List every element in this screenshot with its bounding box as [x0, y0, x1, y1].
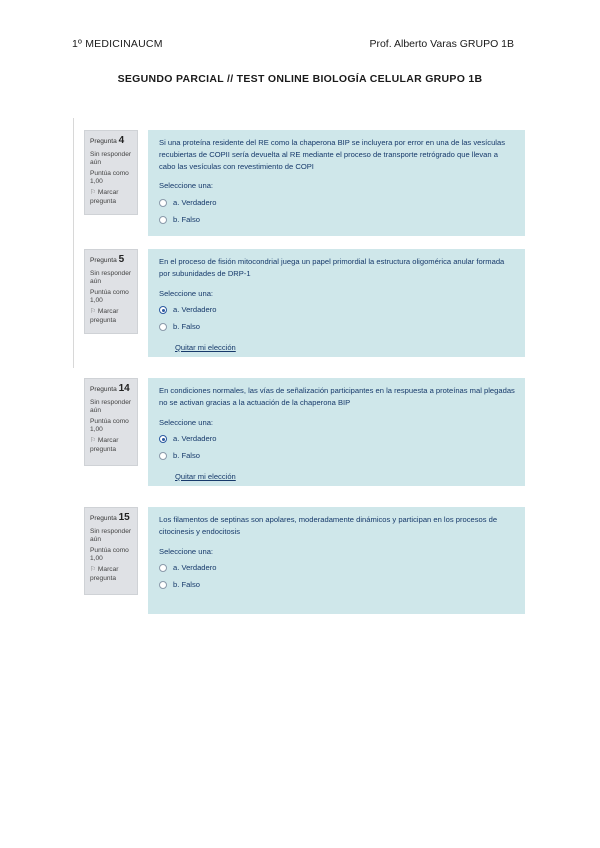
- option-verdadero[interactable]: a. Verdadero: [159, 197, 515, 209]
- question-content: [148, 130, 525, 236]
- header-course: 1º MEDICINAUCM: [72, 38, 163, 50]
- question-score: Puntúa como 1,00: [90, 169, 129, 186]
- question-content: [148, 249, 525, 357]
- question-number: 5: [118, 254, 125, 265]
- question-number: 4: [118, 135, 125, 146]
- answer-prompt: Seleccione una:: [159, 546, 214, 556]
- radio-button[interactable]: [159, 199, 167, 207]
- question-status: Sin responder aún: [90, 150, 132, 166]
- question-score: Puntúa como 1,00: [90, 546, 129, 563]
- clear-choice-link[interactable]: Quitar mi elección: [175, 471, 236, 481]
- question-status: Sin responder aún: [90, 398, 132, 414]
- question-number: 15: [118, 512, 130, 523]
- question-label: Pregunta: [90, 515, 117, 522]
- option-falso[interactable]: b. Falso: [159, 579, 515, 591]
- radio-button[interactable]: [159, 564, 167, 572]
- question-number: 14: [118, 383, 130, 394]
- question-info-panel: [84, 507, 138, 595]
- radio-button[interactable]: [159, 581, 167, 589]
- question-label: Pregunta: [90, 386, 117, 393]
- question-info-panel: [84, 130, 138, 215]
- answer-prompt: Seleccione una:: [159, 181, 214, 191]
- question-score: Puntúa como 1,00: [90, 288, 129, 305]
- question-status: Sin responder aún: [90, 527, 132, 543]
- radio-button-selected[interactable]: [159, 435, 167, 443]
- question-status: Sin responder aún: [90, 269, 132, 285]
- option-verdadero[interactable]: a. Verdadero: [159, 304, 515, 316]
- divider: [73, 118, 74, 368]
- radio-button[interactable]: [159, 216, 167, 224]
- question-content: [148, 378, 525, 486]
- option-verdadero[interactable]: a. Verdadero: [159, 562, 515, 574]
- flag-question-link[interactable]: ⚐ Marcar pregunta: [90, 566, 119, 582]
- question-text: En el proceso de fisión mitocondrial juega un papel primordial la estructura oligomérica anular formada por subunidades de DRP-1: [159, 257, 505, 278]
- option-falso[interactable]: b. Falso: [159, 214, 515, 226]
- flag-icon: ⚐: [90, 437, 96, 445]
- clear-choice-link[interactable]: Quitar mi elección: [175, 342, 236, 352]
- question-score: Puntúa como 1,00: [90, 417, 129, 434]
- flag-icon: ⚐: [90, 308, 96, 316]
- question-info-panel: [84, 378, 138, 466]
- flag-question-link[interactable]: ⚐ Marcar pregunta: [90, 308, 119, 324]
- flag-icon: ⚐: [90, 189, 96, 197]
- header-professor: Prof. Alberto Varas GRUPO 1B: [369, 38, 514, 50]
- answer-prompt: Seleccione una:: [159, 417, 214, 427]
- flag-icon: ⚐: [90, 566, 96, 574]
- flag-question-link[interactable]: ⚐ Marcar pregunta: [90, 437, 119, 453]
- flag-question-link[interactable]: ⚐ Marcar pregunta: [90, 189, 119, 205]
- radio-button[interactable]: [159, 452, 167, 460]
- page-title: SEGUNDO PARCIAL // TEST ONLINE BIOLOGÍA CELULAR GRUPO 1B: [117, 73, 483, 85]
- answer-prompt: Seleccione una:: [159, 288, 214, 298]
- option-verdadero[interactable]: a. Verdadero: [159, 433, 515, 445]
- question-label: Pregunta: [90, 257, 117, 264]
- question-content: [148, 507, 525, 614]
- option-falso[interactable]: b. Falso: [159, 450, 515, 462]
- radio-button[interactable]: [159, 323, 167, 331]
- question-text: Los filamentos de septinas son apolares, moderadamente dinámicos y participan en los procesos de citocinesis y endocitosis: [159, 515, 498, 536]
- radio-button-selected[interactable]: [159, 306, 167, 314]
- question-text: Si una proteína residente del RE como la chaperona BIP se incluyera por error en una de las vesículas recubiertas de COPII sería devuelta al RE mediante el proceso de transporte retrógrado que llevan a cabo las vesículas con revestimiento de COPI: [159, 138, 505, 171]
- question-label: Pregunta: [90, 138, 117, 145]
- option-falso[interactable]: b. Falso: [159, 321, 515, 333]
- question-info-panel: [84, 249, 138, 334]
- question-text: En condiciones normales, las vías de señalización participantes en la respuesta a proteínas mal plegadas no se activan gracias a la actuación de la chaperona BIP: [159, 386, 515, 407]
